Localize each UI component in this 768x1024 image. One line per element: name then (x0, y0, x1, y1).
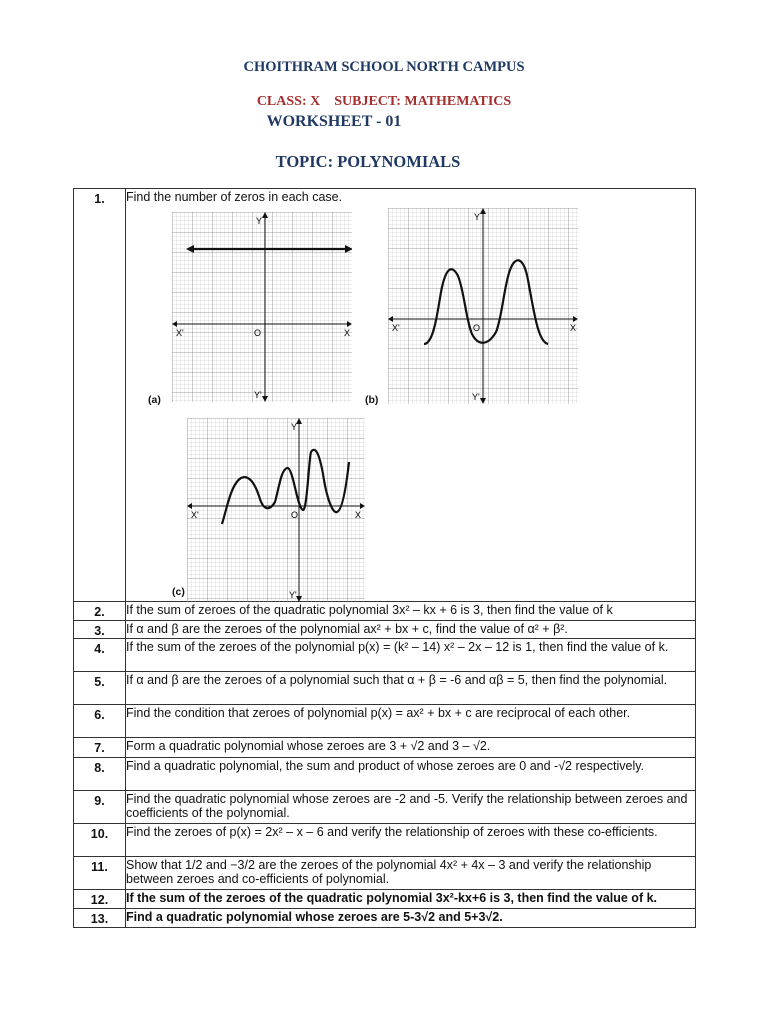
axis-label: Y' (254, 390, 262, 400)
graph-label-a: (a) (148, 394, 161, 406)
question-row (74, 824, 696, 857)
question-text: Find the condition that zeroes of polynomial p(x) = ax² + bx + c are reciprocal of each other. (126, 705, 696, 738)
axis-label: Y' (472, 392, 480, 402)
worksheet-title: WORKSHEET - 01 (266, 113, 402, 130)
question-text: Form a quadratic polynomial whose zeroes are 3 + √2 and 3 – √2. (126, 738, 696, 758)
topic-title: TOPIC: POLYNOMIALS (275, 152, 461, 171)
origin-label: O (291, 510, 299, 520)
axis-label: X' (392, 323, 400, 333)
question-number: 1. (74, 189, 126, 602)
question-row (74, 621, 696, 639)
axis-label: X (355, 510, 362, 520)
question-text: If the sum of zeroes of the quadratic polynomial 3x² – kx + 6 is 3, then find the value of k (126, 602, 696, 621)
question-row (74, 791, 696, 824)
axis-label: Y' (289, 590, 297, 600)
question-row (74, 857, 696, 890)
question-row (74, 705, 696, 738)
graph-b (388, 208, 578, 404)
graph-label-c: (c) (172, 586, 185, 598)
question-text: Find a quadratic polynomial whose zeroes are 5-3√2 and 5+3√2. (126, 909, 696, 928)
axis-label: X' (191, 510, 199, 520)
question-number: 5. (74, 672, 126, 705)
question-row (74, 758, 696, 791)
question-table (73, 188, 696, 928)
question-text: Find a quadratic polynomial, the sum and product of whose zeroes are 0 and -√2 respectively. (126, 758, 696, 791)
question-number: 13. (74, 909, 126, 928)
question-row (74, 602, 696, 621)
axis-label: Y (474, 212, 481, 222)
question-number: 4. (74, 639, 126, 672)
question-number: 3. (74, 621, 126, 639)
question-number: 7. (74, 738, 126, 758)
question-text: Show that 1/2 and −3/2 are the zeroes of the polynomial 4x² + 4x – 3 and verify the relationship between zeroes and co-efficients of polynomial. (126, 857, 696, 890)
axis-label: Y (291, 422, 298, 432)
graph-a (172, 212, 352, 402)
axis-label: X (344, 328, 351, 338)
question-text: Find the zeroes of p(x) = 2x² – x – 6 and verify the relationship of zeroes with these co-efficients. (126, 824, 696, 857)
axis-label: Y (256, 216, 263, 226)
question-text: Find the number of zeros in each case. X' X O Y Y' (a) X' X O Y Y' (b) X' X O Y Y' (c) (126, 189, 696, 602)
question-number: 2. (74, 602, 126, 621)
school-name: CHOITHRAM SCHOOL NORTH CAMPUS (243, 59, 525, 75)
question-text: If α and β are the zeroes of the polynomial ax² + bx + c, find the value of α² + β². (126, 621, 696, 639)
axis-label: X' (176, 328, 184, 338)
question-row (74, 738, 696, 758)
question-row (74, 890, 696, 909)
question-text: If α and β are the zeroes of a polynomial such that α + β = -6 and αβ = 5, then find the polynomial. (126, 672, 696, 705)
question-number: 11. (74, 857, 126, 890)
question-row (74, 909, 696, 928)
question-number: 6. (74, 705, 126, 738)
graph-label-b: (b) (365, 394, 379, 406)
class-subject-line: CLASS: X SUBJECT: MATHEMATICS (256, 94, 512, 109)
question-row (74, 639, 696, 672)
origin-label: O (473, 323, 481, 333)
graphs-area (126, 204, 695, 601)
question-text: If the sum of the zeroes of the polynomial p(x) = (k² – 14) x² – 2x – 12 is 1, then find the value of k. (126, 639, 696, 672)
graph-c (187, 418, 365, 602)
question-number: 8. (74, 758, 126, 791)
question-number: 12. (74, 890, 126, 909)
question-text: Find the quadratic polynomial whose zeroes are -2 and -5. Verify the relationship between zeroes and coefficients of the polynomial. (126, 791, 696, 824)
question-number: 10. (74, 824, 126, 857)
question-row (74, 672, 696, 705)
origin-label: O (254, 328, 262, 338)
question-number: 9. (74, 791, 126, 824)
question-row (74, 189, 696, 602)
question-text: If the sum of the zeroes of the quadratic polynomial 3x²-kx+6 is 3, then find the value of k. (126, 890, 696, 909)
axis-label: X (570, 323, 577, 333)
